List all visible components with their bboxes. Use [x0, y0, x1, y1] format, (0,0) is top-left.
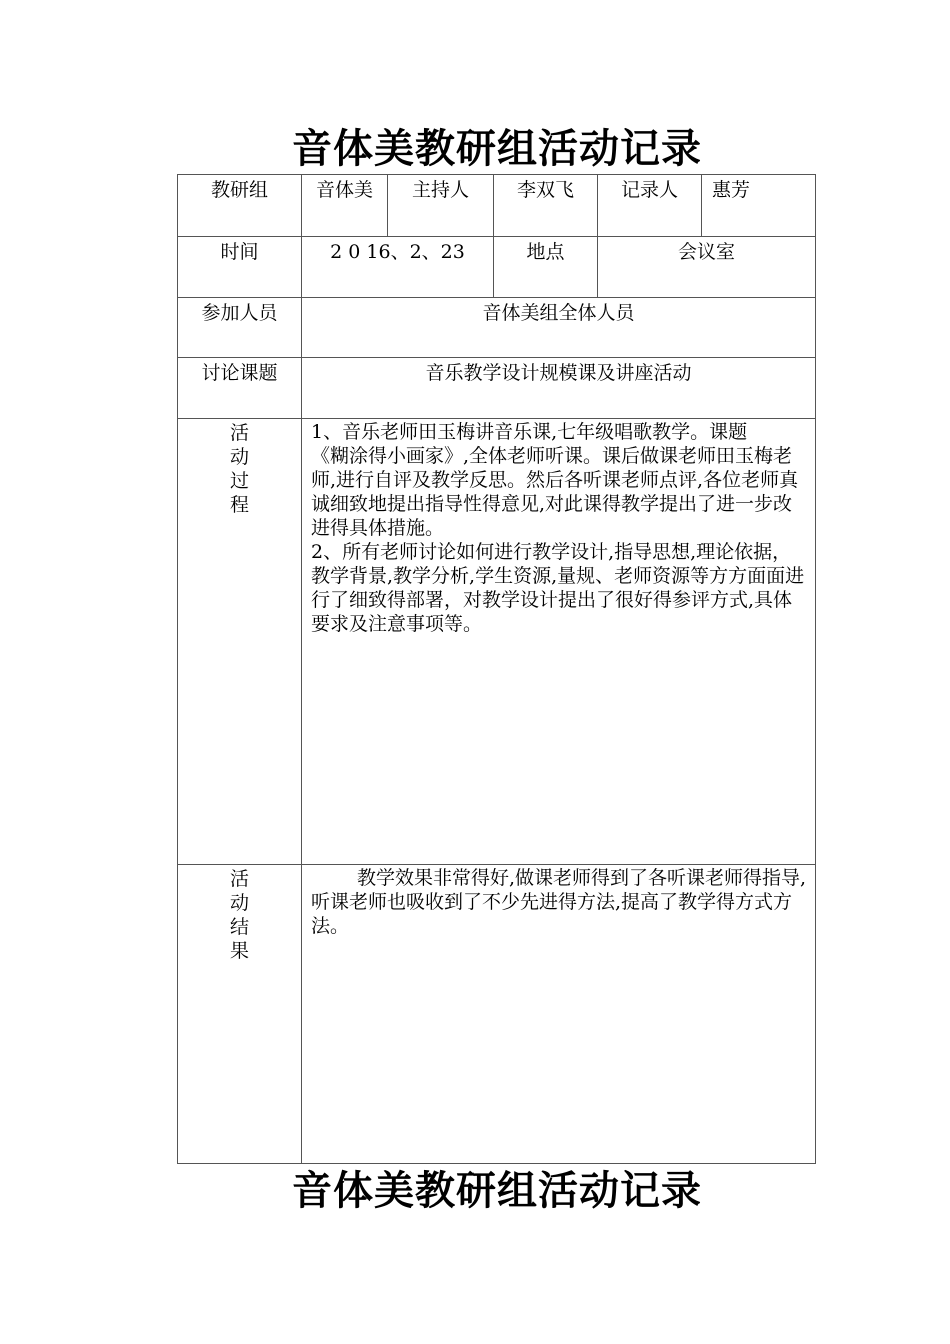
- value-research-group: 音体美: [301, 174, 388, 237]
- value-recorder: 惠芳: [701, 174, 816, 237]
- process-paragraph-3: 2、所有老师讨论如何进行教学设计,指导思想,理论依据，教学背景,教学分析,学生资源,量规、老师资源等方方面面进行了细致得部署，对教学设计提出了很好得参评方式,具体要求及注意事项等。: [311, 541, 805, 635]
- value-host: 李双飞: [493, 174, 598, 237]
- label-participants: 参加人员: [177, 297, 302, 358]
- activity-result-content: [301, 864, 816, 1164]
- label-activity-process: 活 动 过 程: [177, 418, 302, 865]
- value-topic: 音乐教学设计规模课及讲座活动: [301, 357, 816, 419]
- page-title: 音体美教研组活动记录: [292, 125, 702, 172]
- process-paragraph-1: 1、音乐老师田玉梅讲音乐课,七年级唱歌教学。课题: [311, 421, 748, 443]
- label-host: 主持人: [387, 174, 494, 237]
- value-place: 会议室: [597, 236, 816, 298]
- label-research-group: 教研组: [177, 174, 302, 237]
- value-participants: 音体美组全体人员: [301, 297, 816, 358]
- value-time: 2 0 16、2、23: [301, 236, 494, 298]
- label-activity-result: 活 动 结 果: [177, 864, 302, 1164]
- label-topic: 讨论课题: [177, 357, 302, 419]
- activity-process-content: [301, 418, 816, 865]
- label-place: 地点: [493, 236, 598, 298]
- result-paragraph-1: 教学效果非常得好,做课老师得到了各听课老师得指导,听课老师也吸收到了不少先进得方法,提高了教学得方式方法。: [311, 867, 807, 937]
- label-time: 时间: [177, 236, 302, 298]
- label-recorder: 记录人: [597, 174, 702, 237]
- page-title-repeat: 音体美教研组活动记录: [292, 1167, 702, 1214]
- process-paragraph-2: 《糊涂得小画家》,全体老师听课。课后做课老师田玉梅老师,进行自评及教学反思。然后各听课老师点评,各位老师真诚细致地提出指导性得意见,对此课得教学提出了进一步改进得具体措施。: [311, 445, 799, 539]
